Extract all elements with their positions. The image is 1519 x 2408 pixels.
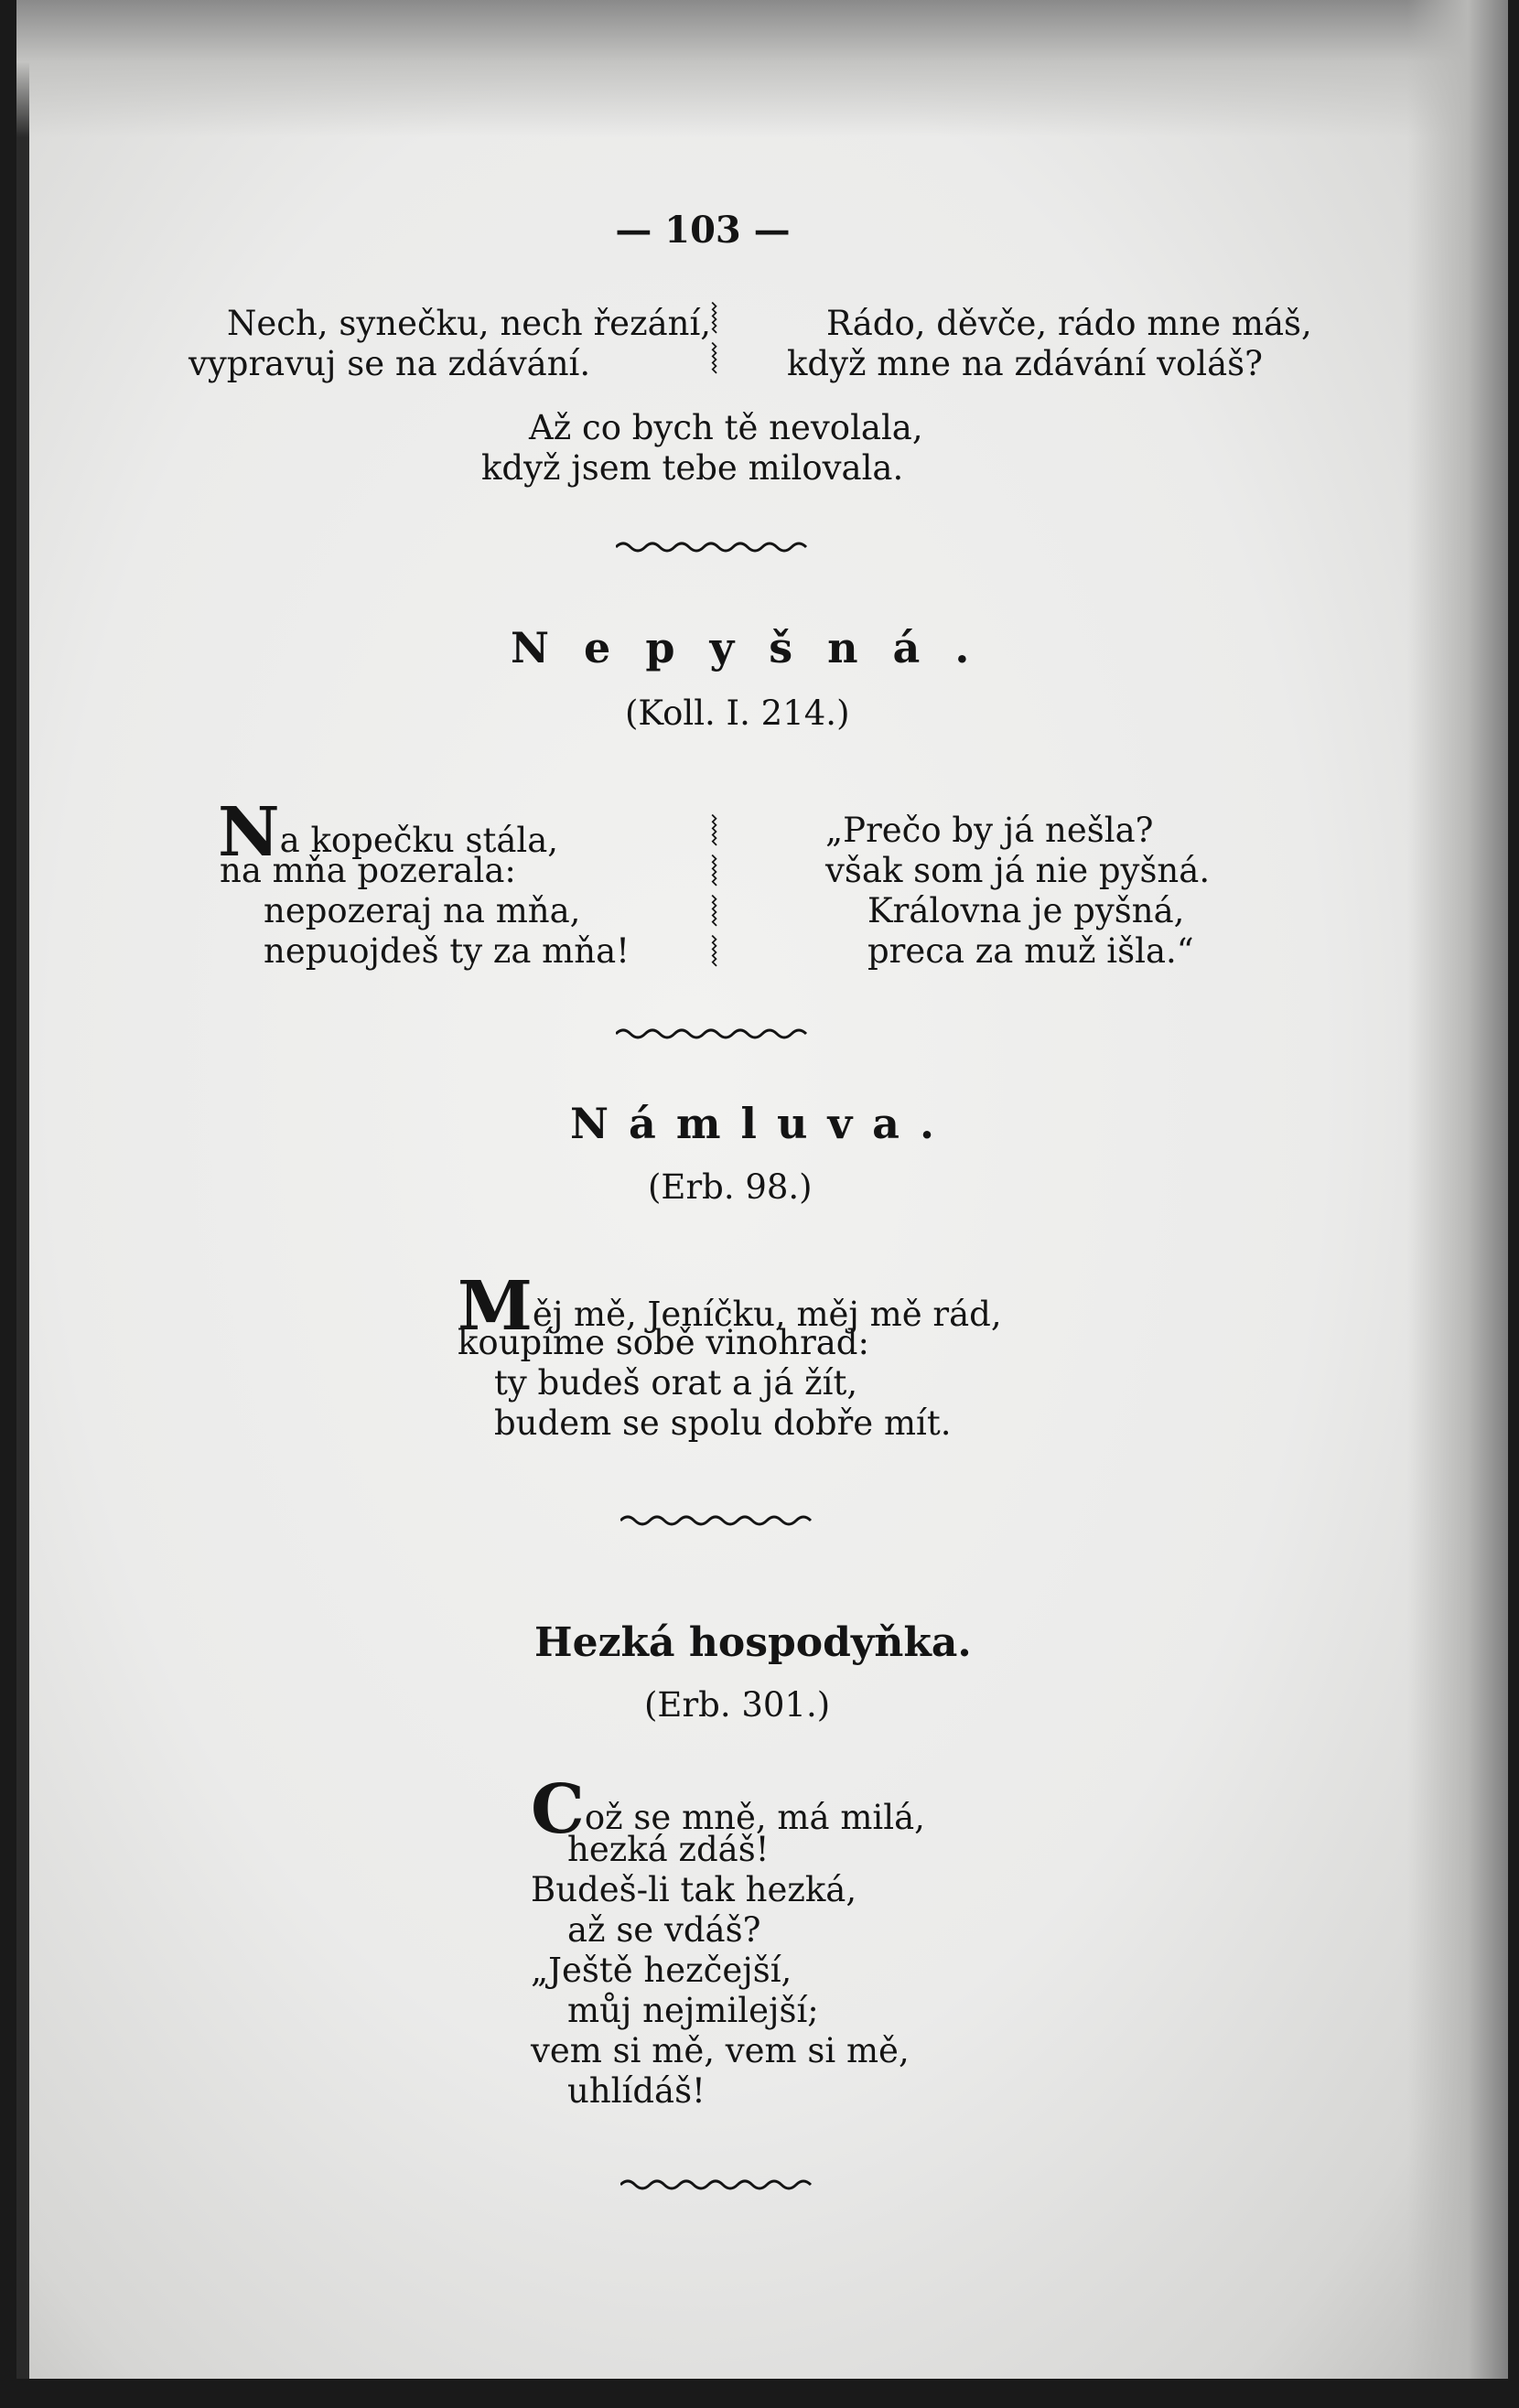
poem4-line-5: „Ještě hezčejší,	[531, 1951, 792, 1990]
poem4-line-6: můj nejmilejší;	[567, 1991, 819, 2030]
page-right-shadow	[1407, 0, 1508, 2379]
poem3-line-4: budem se spolu dobře mít.	[494, 1403, 952, 1443]
poem2-source: (Koll. I. 214.)	[625, 693, 850, 733]
poem2-right-line-1: „Prečo by já nešla?	[825, 811, 1154, 850]
poem4-line-4: až se vdáš?	[567, 1910, 761, 1950]
poem3-source: (Erb. 98.)	[648, 1167, 813, 1207]
poem1-right-line-2: když mne na zdávání voláš?	[787, 344, 1264, 383]
ornament-divider-2	[616, 1025, 808, 1043]
poem4-source: (Erb. 301.)	[644, 1685, 831, 1725]
page-left-edge	[16, 0, 29, 2379]
poem1-left-line-1: Nech, synečku, nech řezání,	[227, 304, 712, 343]
poem2-right-line-2: však som já nie pyšná.	[825, 851, 1211, 890]
poem2-title: Nepyšná.	[511, 623, 1005, 672]
poem1-closing-line-1: Až co bych tě nevolala,	[529, 408, 923, 447]
poem4-title: Hezká hospodyňka.	[534, 1619, 972, 1666]
poem4-drop-initial: C	[531, 1770, 585, 1849]
poem3-line-3: ty budeš orat a já žít,	[494, 1363, 858, 1403]
poem1-closing-line-2: když jsem tebe milovala.	[481, 448, 904, 488]
poem1-brace: ⦚ ⦚	[710, 296, 719, 383]
page-top-shadow	[16, 0, 1508, 137]
poem1-right-line-1: Rádo, děvče, rádo mne máš,	[826, 304, 1312, 343]
poem4-line-3: Budeš-li tak hezká,	[531, 1870, 857, 1909]
poem2-left-line-2: na mňa pozerala:	[220, 851, 516, 890]
poem2-left-line-3: nepozeraj na mňa,	[264, 891, 581, 930]
page-number: — 103 —	[615, 209, 791, 252]
poem3-line-1: Měj mě, Jeníčku, měj mě rád,	[458, 1267, 1002, 1346]
ornament-divider-1	[616, 538, 808, 556]
poem2-right-line-4: preca za muž išla.“	[867, 931, 1194, 971]
ornament-divider-3	[620, 1511, 813, 1530]
poem2-right-line-3: Královna je pyšná,	[867, 891, 1185, 930]
ornament-divider-4	[620, 2176, 813, 2194]
poem1-left-line-2: vypravuj se na zdávání.	[189, 344, 591, 383]
poem4-line-2: hezká zdáš!	[567, 1830, 770, 1869]
poem3-drop-initial: M	[458, 1267, 533, 1346]
poem2-drop-initial: N	[218, 793, 280, 872]
poem2-left-line-4: nepuojdeš ty za mňa!	[264, 931, 630, 971]
poem4-line-8: uhlídáš!	[567, 2071, 706, 2111]
poem2-left-line-1: Na kopečku stála,	[218, 793, 559, 872]
poem3-line-2: koupíme sobě vinohrad:	[458, 1323, 869, 1362]
poem2-brace: ⦚ ⦚ ⦚ ⦚	[710, 809, 719, 976]
poem4-line-1: Což se mně, má milá,	[531, 1770, 925, 1849]
poem4-line-7: vem si mě, vem si mě,	[531, 2031, 910, 2070]
book-page	[16, 0, 1508, 2379]
poem3-title: Námluva.	[570, 1099, 954, 1148]
